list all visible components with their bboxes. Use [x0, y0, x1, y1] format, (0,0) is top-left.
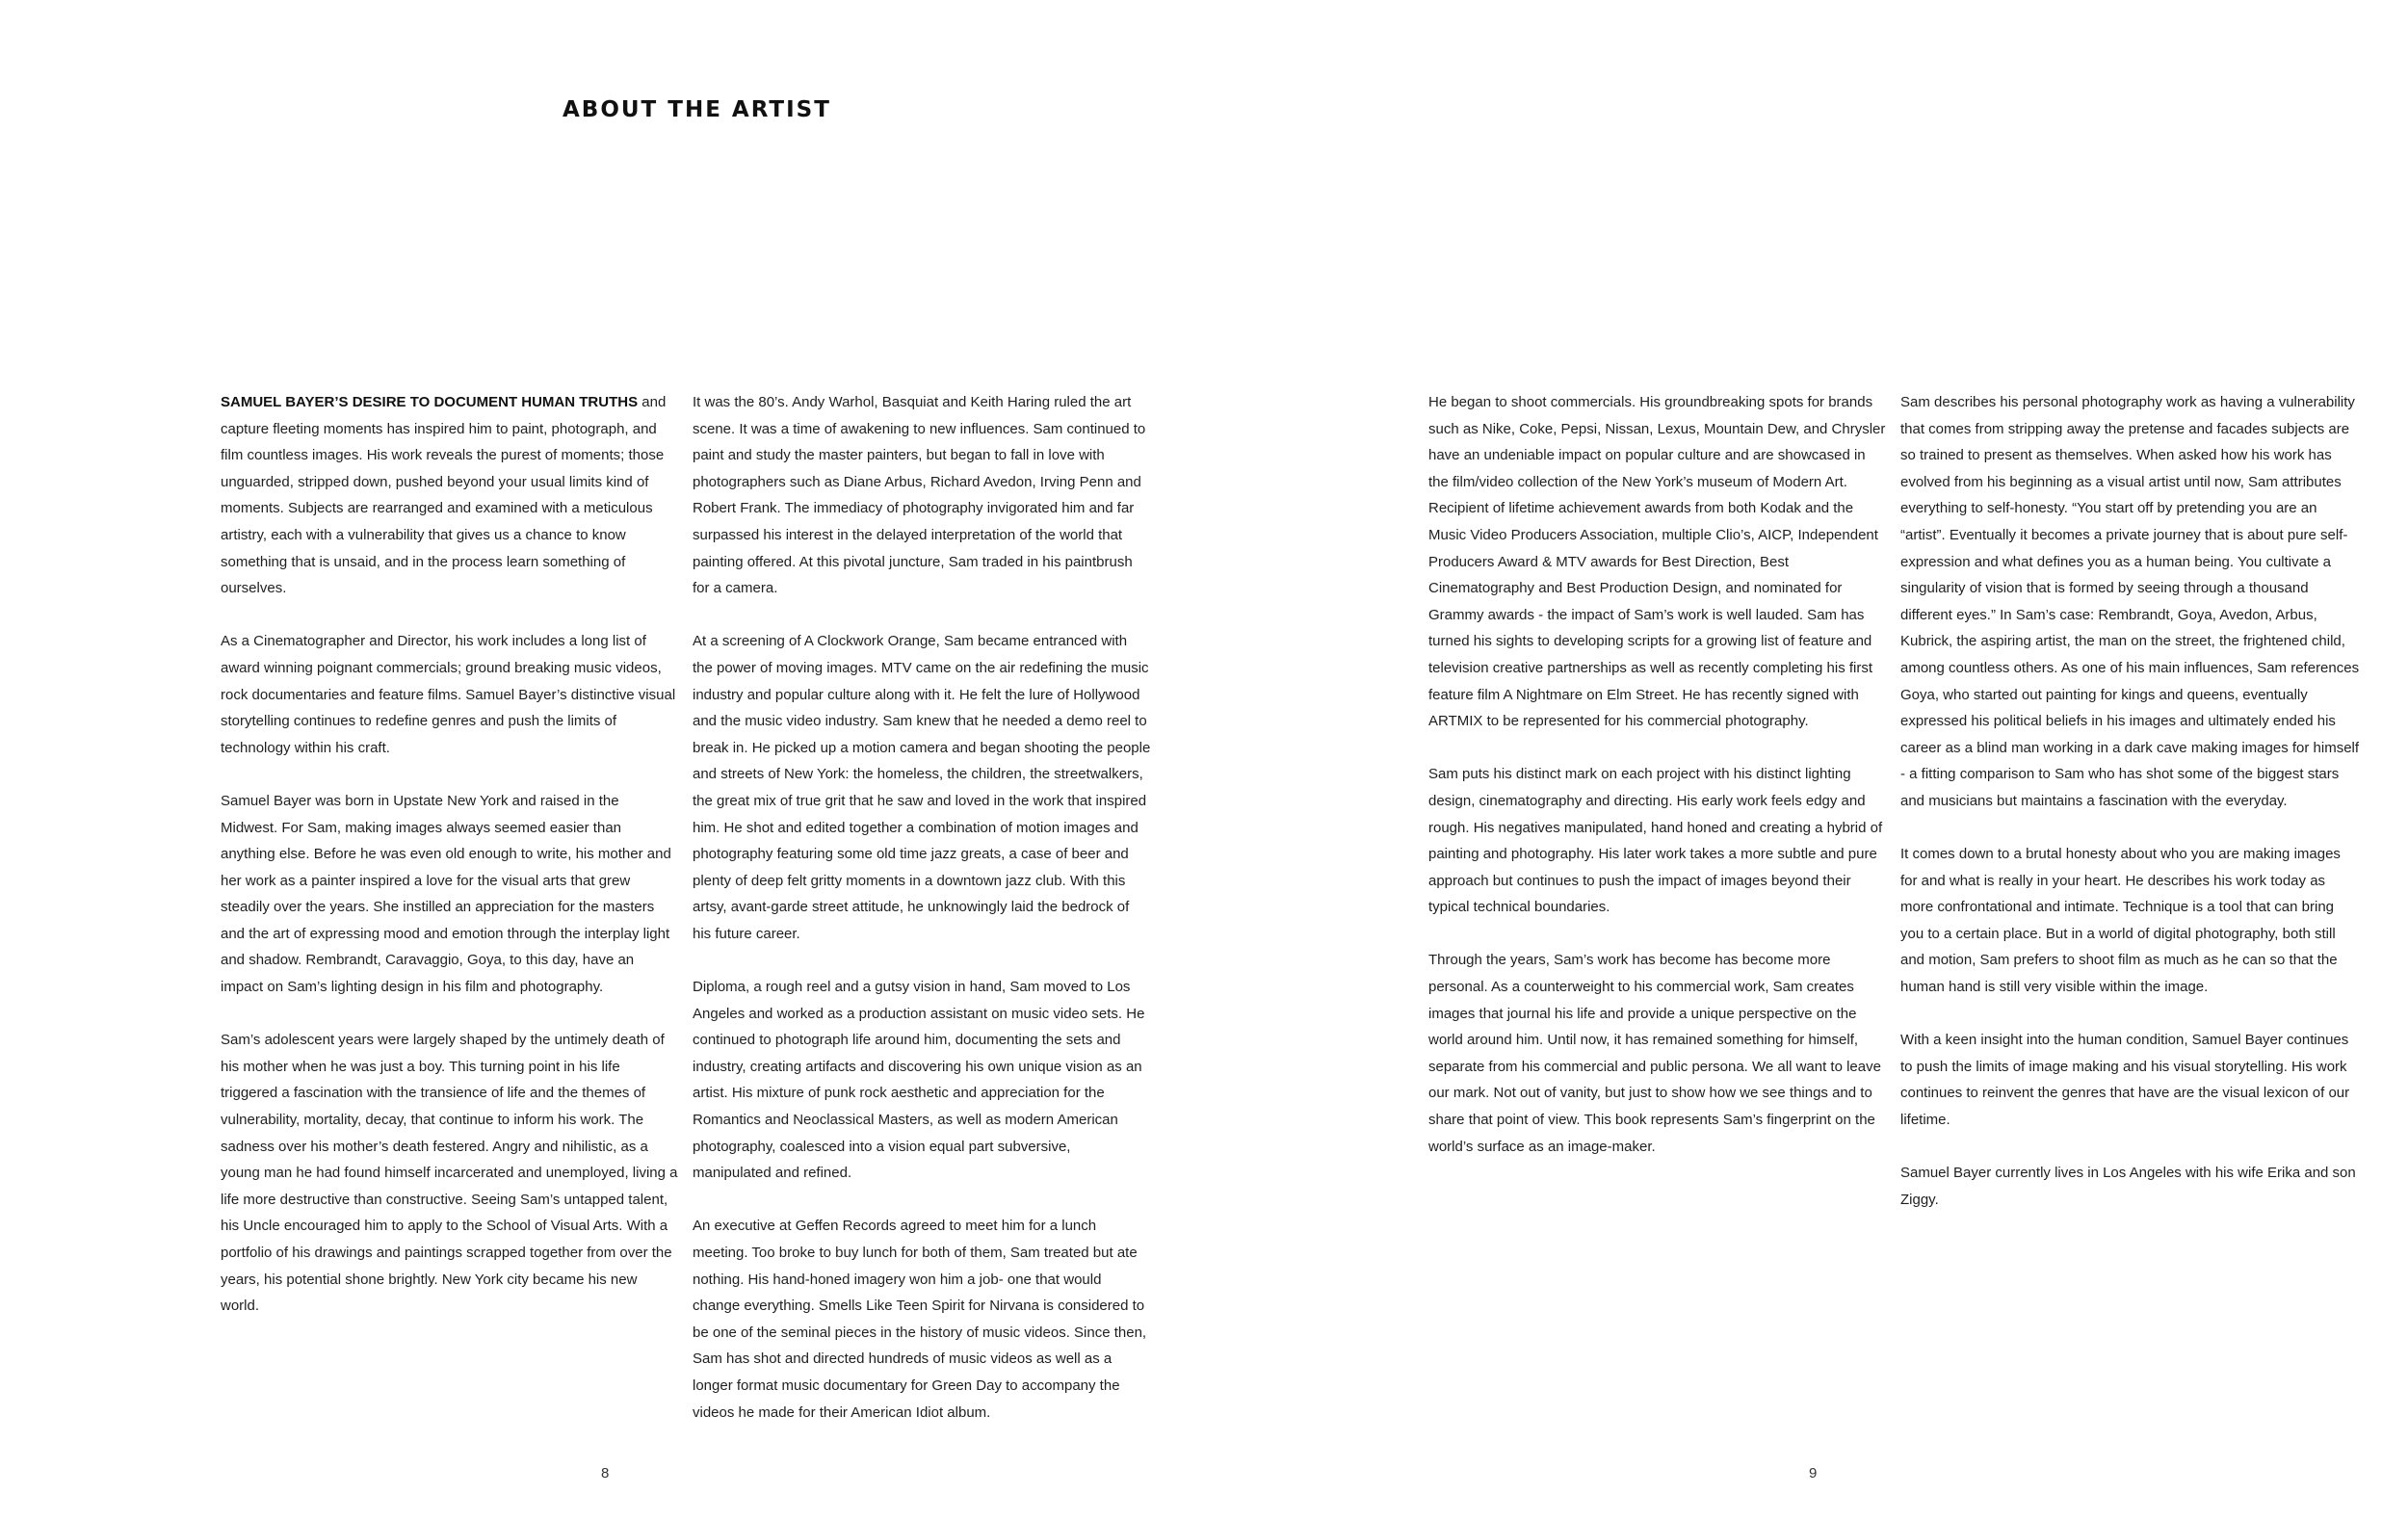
- paragraph: It was the 80’s. Andy Warhol, Basquiat and Keith Haring ruled the art scene. It was a time of awakening to new influences. Sam continued to paint and study the master painters, but began to fall in love with photographers such as Diane Arbus, Richard Avedon, Irving Penn and Robert Frank. The immediacy of photography invigorated him and far surpassed his interest in the delayed interpretation of the world that painting offered. At this pivotal juncture, Sam traded in his paintbrush for a camera.: [693, 394, 1146, 597]
- paragraph: Diploma, a rough reel and a gutsy vision in hand, Sam moved to Los Angeles and worked as a production assistant on music video sets. He continued to photograph life around him, documenting the sets and industry, creating artifacts and discovering his own unique vision as an artist. His mixture of punk rock aesthetic and appreciation for the Romantics and Neoclassical Masters, as well as modern American photography, coalesced into a vision equal part subversive, manipulated and refined.: [693, 979, 1145, 1182]
- paragraph: [221, 389, 679, 602]
- paragraph: With a keen insight into the human condition, Samuel Bayer continues to push the limits of image making and his visual storytelling. His work continues to reinvent the genres that have are the visual lexicon of our lifetime.: [1900, 1032, 2350, 1129]
- paragraph: It comes down to a brutal honesty about who you are making images for and what is really in your heart. He describes his work today as more confrontational and intimate. Technique is a tool that can bring you to a certain place. But in a world of digital photography, both still and motion, Sam prefers to shoot film as much as he can so that the human hand is still very visible within the image.: [1900, 846, 2341, 996]
- paragraph: Samuel Bayer currently lives in Los Angeles with his wife Erika and son Ziggy.: [1900, 1165, 2356, 1208]
- paragraph: Sam describes his personal photography work as having a vulnerability that comes from stripping away the pretense and facades subjects are so trained to present as themselves. When asked how his work has evolved from his beginning as a visual artist until now, Sam attributes everything to self-honesty. “You start off by pretending you are an “artist”. Eventually it becomes a private journey that is about pure self-expression and what defines you as a human being. You cultivate a singularity of vision that is formed by seeing through a thousand different eyes.” In Sam’s case: Rembrandt, Goya, Avedon, Arbus, Kubrick, the aspiring artist, the man on the street, the frightened child, among countless others. As one of his main influences, Sam references Goya, who started out painting for kings and queens, eventually expressed his political beliefs in his images and ultimately ended his career as a blind man working in a dark cave making images for himself - a fitting comparison to Sam who has shot some of the biggest stars and musicians but maintains a fascination with the everyday.: [1900, 394, 2360, 809]
- paragraph: As a Cinematographer and Director, his work includes a long list of award winning poignant commercials; ground breaking music videos, rock documentaries and feature films. Samuel Bayer’s distinctive visual storytelling continues to redefine genres and push the limits of technology within his craft.: [221, 633, 676, 756]
- lead-in-text: SAMUEL BAYER’S DESIRE TO DOCUMENT HUMAN TRUTHS: [221, 394, 639, 410]
- paragraph: Through the years, Sam’s work has become has become more personal. As a counterweight to his commercial work, Sam creates images that journal his life and provide a unique perspective on the world around him. Until now, it has remained something for himself, separate from his commercial and public persona. We all want to leave our mark. Not out of vanity, but just to show how we see things and to share that point of view. This book represents Sam’s fingerprint on the world’s surface as an image-maker.: [1428, 952, 1881, 1155]
- text-column-1: [221, 389, 679, 1346]
- text-column-4: [1900, 389, 2361, 1240]
- text-column-2: [693, 389, 1151, 1453]
- paragraph: He began to shoot commercials. His groundbreaking spots for brands such as Nike, Coke, Pepsi, Nissan, Lexus, Mountain Dew, and Chrysler have an undeniable impact on popular culture and are showcased in the film/video collection of the New York’s museum of Modern Art. Recipient of lifetime achievement awards from both Kodak and the Music Video Producers Association, multiple Clio’s, AICP, Independent Producers Award & MTV awards for Best Direction, Best Cinematography and Best Production Design, and nominated for Grammy awards - the impact of Sam’s work is well lauded. Sam has turned his sights to developing scripts for a growing list of feature and television creative partnerships as well as recently completing his first feature film A Nightmare on Elm Street. He has recently signed with ARTMIX to be represented for his commercial photography.: [1428, 394, 1886, 730]
- paragraph: Sam’s adolescent years were largely shaped by the untimely death of his mother when he was just a boy. This turning point in his life triggered a fascination with the transience of life and the themes of vulnerability, mortality, decay, that continue to inform his work. The sadness over his mother’s death festered. Angry and nihilistic, as a young man he had found himself incarcerated and unemployed, living a life more destructive than constructive. Seeing Sam’s untapped talent, his Uncle encouraged him to apply to the School of Visual Arts. With a portfolio of his drawings and paintings scrapped together from over the years, his potential shone brightly. New York city became his new world.: [221, 1032, 678, 1315]
- page-number-left: 8: [601, 1465, 610, 1482]
- paragraph: Samuel Bayer was born in Upstate New York and raised in the Midwest. For Sam, making images always seemed easier than anything else. Before he was even old enough to write, his mother and her work as a painter inspired a love for the visual arts that grew steadily over the years. She instilled an appreciation for the masters and the art of expressing mood and emotion through the interplay light and shadow. Rembrandt, Caravaggio, Goya, to this day, have an impact on Sam’s lighting design in his film and photography.: [221, 792, 671, 996]
- text-column-3: [1428, 389, 1889, 1187]
- paragraph: Sam puts his distinct mark on each project with his distinct lighting design, cinematography and directing. His early work feels edgy and rough. His negatives manipulated, hand honed and creating a hybrid of painting and photography. His later work takes a more subtle and pure approach but continues to push the impact of images beyond their typical technical boundaries.: [1428, 766, 1883, 916]
- paragraph: An executive at Geffen Records agreed to meet him for a lunch meeting. Too broke to buy lunch for both of them, Sam treated but ate nothing. His hand-honed imagery won him a job- one that would change everything. Smells Like Teen Spirit for Nirvana is considered to be one of the seminal pieces in the history of music videos. Since then, Sam has shot and directed hundreds of music videos as well as a longer format music documentary for Green Day to accompany the videos he made for their American Idiot album.: [693, 1218, 1147, 1421]
- paragraph-text: and capture fleeting moments has inspired him to paint, photograph, and film countless images. His work reveals the purest of moments; those unguarded, stripped down, pushed beyond your usual limits kind of moments. Subjects are rearranged and examined with a meticulous artistry, each with a vulnerability that gives us a chance to know something that is unsaid, and in the process learn something of ourselves.: [221, 394, 667, 597]
- page-number-right: 9: [1809, 1465, 1818, 1482]
- page-title: ABOUT THE ARTIST: [563, 97, 831, 122]
- paragraph: At a screening of A Clockwork Orange, Sam became entranced with the power of moving images. MTV came on the air redefining the music industry and popular culture along with it. He felt the lure of Hollywood and the music video industry. Sam knew that he needed a demo reel to break in. He picked up a motion camera and began shooting the people and streets of New York: the homeless, the children, the streetwalkers, the great mix of true grit that he saw and loved in the work that inspired him. He shot and edited together a combination of motion images and photography featuring some old time jazz greats, a case of beer and plenty of deep felt gritty moments in a downtown jazz club. With this artsy, avant-garde street attitude, he unknowingly laid the bedrock of his future career.: [693, 633, 1151, 942]
